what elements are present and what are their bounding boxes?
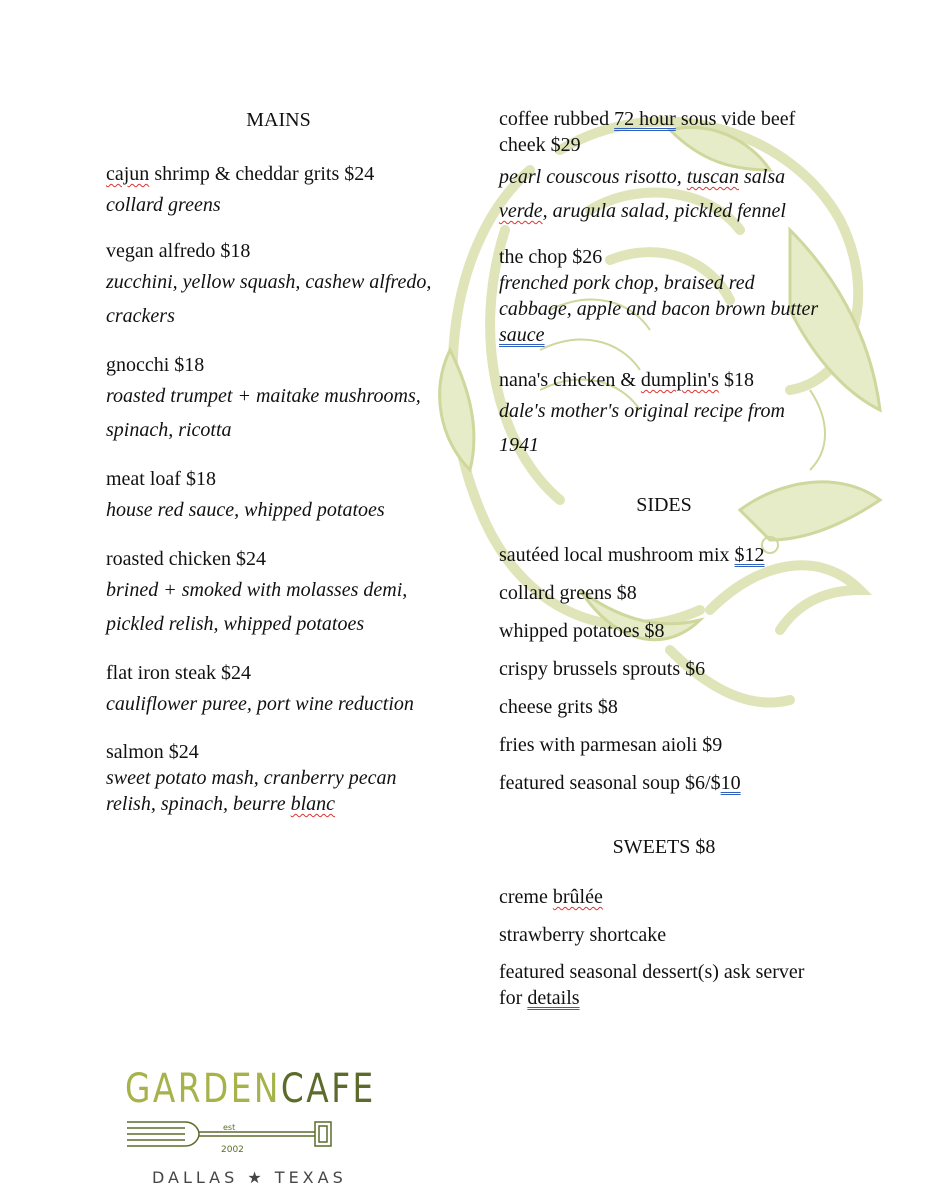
sides-title: SIDES (636, 494, 692, 516)
list-item: strawberry shortcake (499, 924, 667, 946)
item-description: house red sauce, whipped potatoes (106, 499, 385, 521)
grammar-phrase: 72 hour (614, 108, 676, 130)
menu-item (106, 739, 451, 817)
list-item: sautéed local mushroom mix $12 (499, 544, 765, 566)
item-description: zucchini, yellow squash, cashew alfredo, crackers (106, 271, 432, 327)
menu-item (106, 545, 451, 641)
menu-item (499, 366, 829, 462)
item-name: gnocchi $18 (106, 354, 205, 376)
item-name: the chop $26 (499, 246, 603, 268)
left-column (106, 106, 451, 817)
spellcheck-word: tuscan (686, 166, 739, 188)
item-name: salmon $24 (106, 741, 199, 763)
spellcheck-word: brûlée (552, 886, 603, 908)
menu-item (106, 351, 451, 447)
garden-fork-icon (125, 1116, 345, 1160)
list-item: fries with parmesan aioli $9 (499, 734, 723, 756)
logo-wordmark: GARDENCAFE (125, 1066, 376, 1112)
list-item: whipped potatoes $8 (499, 620, 665, 642)
grammar-phrase: details (527, 987, 580, 1009)
menu-item (106, 465, 451, 527)
menu-item (499, 244, 829, 348)
menu-item (106, 237, 451, 333)
grammar-phrase: $12 (734, 544, 765, 566)
item-description: roasted trumpet + maitake mushrooms, spinach, ricotta (106, 385, 421, 441)
item-description: cauliflower puree, port wine reduction (106, 693, 414, 715)
item-name: meat loaf $18 (106, 468, 216, 490)
sweets-list (499, 883, 829, 1011)
list-item: featured seasonal soup $6/$10 (499, 772, 741, 794)
svg-text:2002: 2002 (221, 1145, 244, 1155)
grammar-phrase: 10 (720, 772, 741, 794)
garden-cafe-logo (108, 1048, 376, 1198)
svg-text:est: est (223, 1123, 236, 1132)
item-description: sweet potato mash, cranberry pecan relish, spinach, beurre blanc (106, 767, 397, 815)
item-name: nana's chicken & dumplin's $18 (499, 369, 754, 391)
item-description: pearl couscous risotto, tuscan salsa verde, arugula salad, pickled fennel (499, 166, 786, 222)
item-description: frenched pork chop, braised red cabbage, apple and bacon brown butter sauce (499, 272, 819, 346)
sweets-title: SWEETS $8 (612, 836, 716, 858)
item-description: collard greens (106, 194, 221, 216)
logo-city: DALLAS ★ TEXAS (152, 1168, 347, 1187)
list-item: featured seasonal dessert(s) ask server for details (499, 961, 805, 1009)
grammar-phrase: sauce (499, 324, 545, 346)
mains-title: MAINS (246, 109, 311, 131)
list-item: crispy brussels sprouts $6 (499, 658, 706, 680)
sides-list (499, 541, 829, 797)
item-description: dale's mother's original recipe from 1941 (499, 400, 785, 456)
item-name: roasted chicken $24 (106, 548, 266, 570)
item-name: flat iron steak $24 (106, 662, 251, 684)
item-name: vegan alfredo $18 (106, 240, 251, 262)
spellcheck-word: dumplin's (640, 369, 719, 391)
item-description: brined + smoked with molasses demi, pickled relish, whipped potatoes (106, 579, 408, 635)
menu-item (106, 160, 451, 222)
item-name: coffee rubbed 72 hour sous vide beef cheek $29 (499, 108, 796, 156)
menu-item (499, 106, 829, 228)
list-item: cheese grits $8 (499, 696, 618, 718)
spellcheck-word: blanc (290, 793, 336, 815)
spellcheck-word: verde (499, 200, 543, 222)
list-item: creme brûlée (499, 886, 603, 908)
menu-item (106, 659, 451, 721)
item-name: cajun shrimp & cheddar grits $24 (106, 163, 375, 185)
spellcheck-word: cajun (106, 163, 150, 185)
list-item: collard greens $8 (499, 582, 637, 604)
right-column (499, 106, 829, 1011)
